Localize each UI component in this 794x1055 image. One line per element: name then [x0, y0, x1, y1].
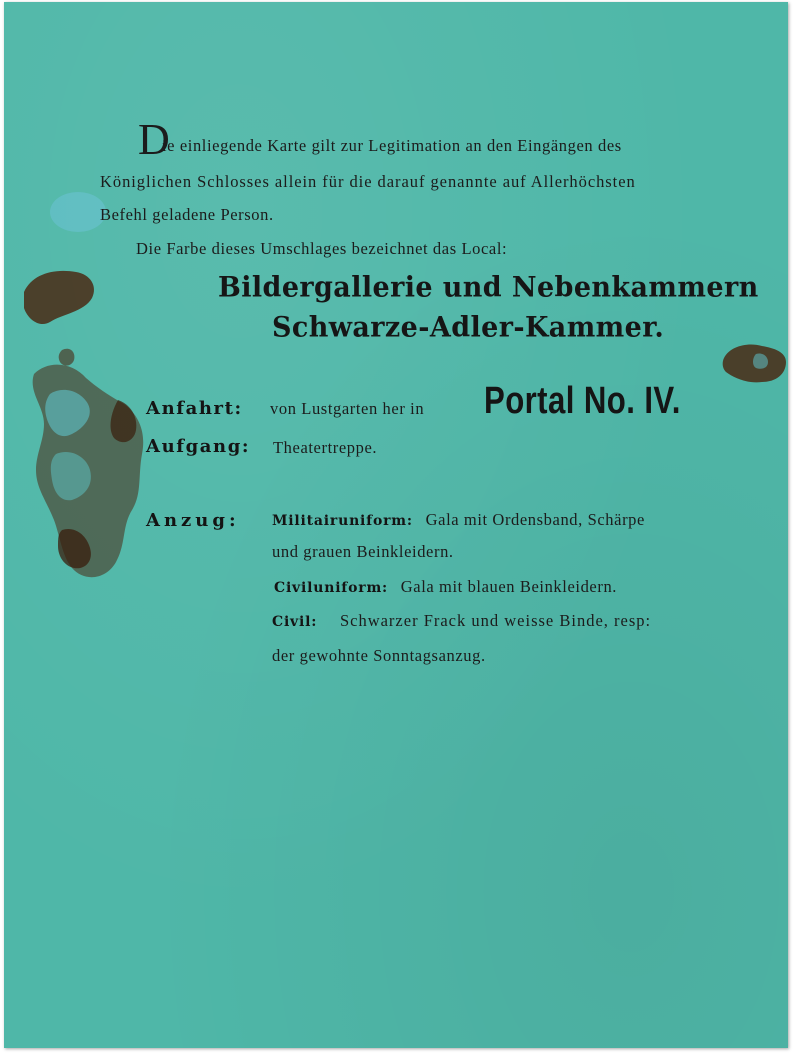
local-name-line-2: Schwarze-Adler-Kammer. [272, 311, 665, 344]
aufgang-text: Theatertreppe. [273, 438, 378, 457]
intro-line-1: ie einliegende Karte gilt zur Legitimation an den Eingängen des [162, 136, 622, 155]
civiluniform-label: Civiluniform: [274, 580, 389, 596]
aufgang-label: Aufgang: [146, 436, 251, 457]
militair-line-2: und grauen Beinkleidern. [272, 542, 454, 561]
invitation-envelope-sheet [4, 2, 788, 1048]
civiluniform-line [274, 577, 617, 597]
foxing-stain-left [14, 264, 164, 594]
civil-text: Schwarzer Frack und weisse Binde, resp: [339, 611, 652, 630]
militair-text: Gala mit Ordensband, Schärpe [425, 510, 645, 529]
anfahrt-text: von Lustgarten her in [270, 399, 425, 418]
anzug-label: Anzug: [146, 510, 240, 531]
portal-number: Portal No. IV. [484, 380, 681, 422]
colour-note: Die Farbe dieses Umschlages bezeichnet das Local: [136, 239, 508, 258]
civil-label: Civil: [272, 614, 318, 630]
local-name-line-1: Bildergallerie und Nebenkammern [218, 271, 759, 304]
anfahrt-label: Anfahrt: [146, 398, 243, 419]
intro-line-2: Königlichen Schlosses allein für die darauf genannte auf Allerhöchsten [100, 172, 636, 191]
civil-line-2: der gewohnte Sonntagsanzug. [272, 646, 486, 665]
militair-label: Militairuniform: [272, 513, 413, 529]
drop-cap: D [138, 115, 171, 164]
intro-line-3: Befehl geladene Person. [100, 205, 274, 224]
civiluniform-text: Gala mit blauen Beinkleidern. [400, 577, 618, 596]
foxing-stain-right [716, 332, 788, 392]
militair-line [272, 510, 645, 530]
civil-line [272, 611, 651, 631]
